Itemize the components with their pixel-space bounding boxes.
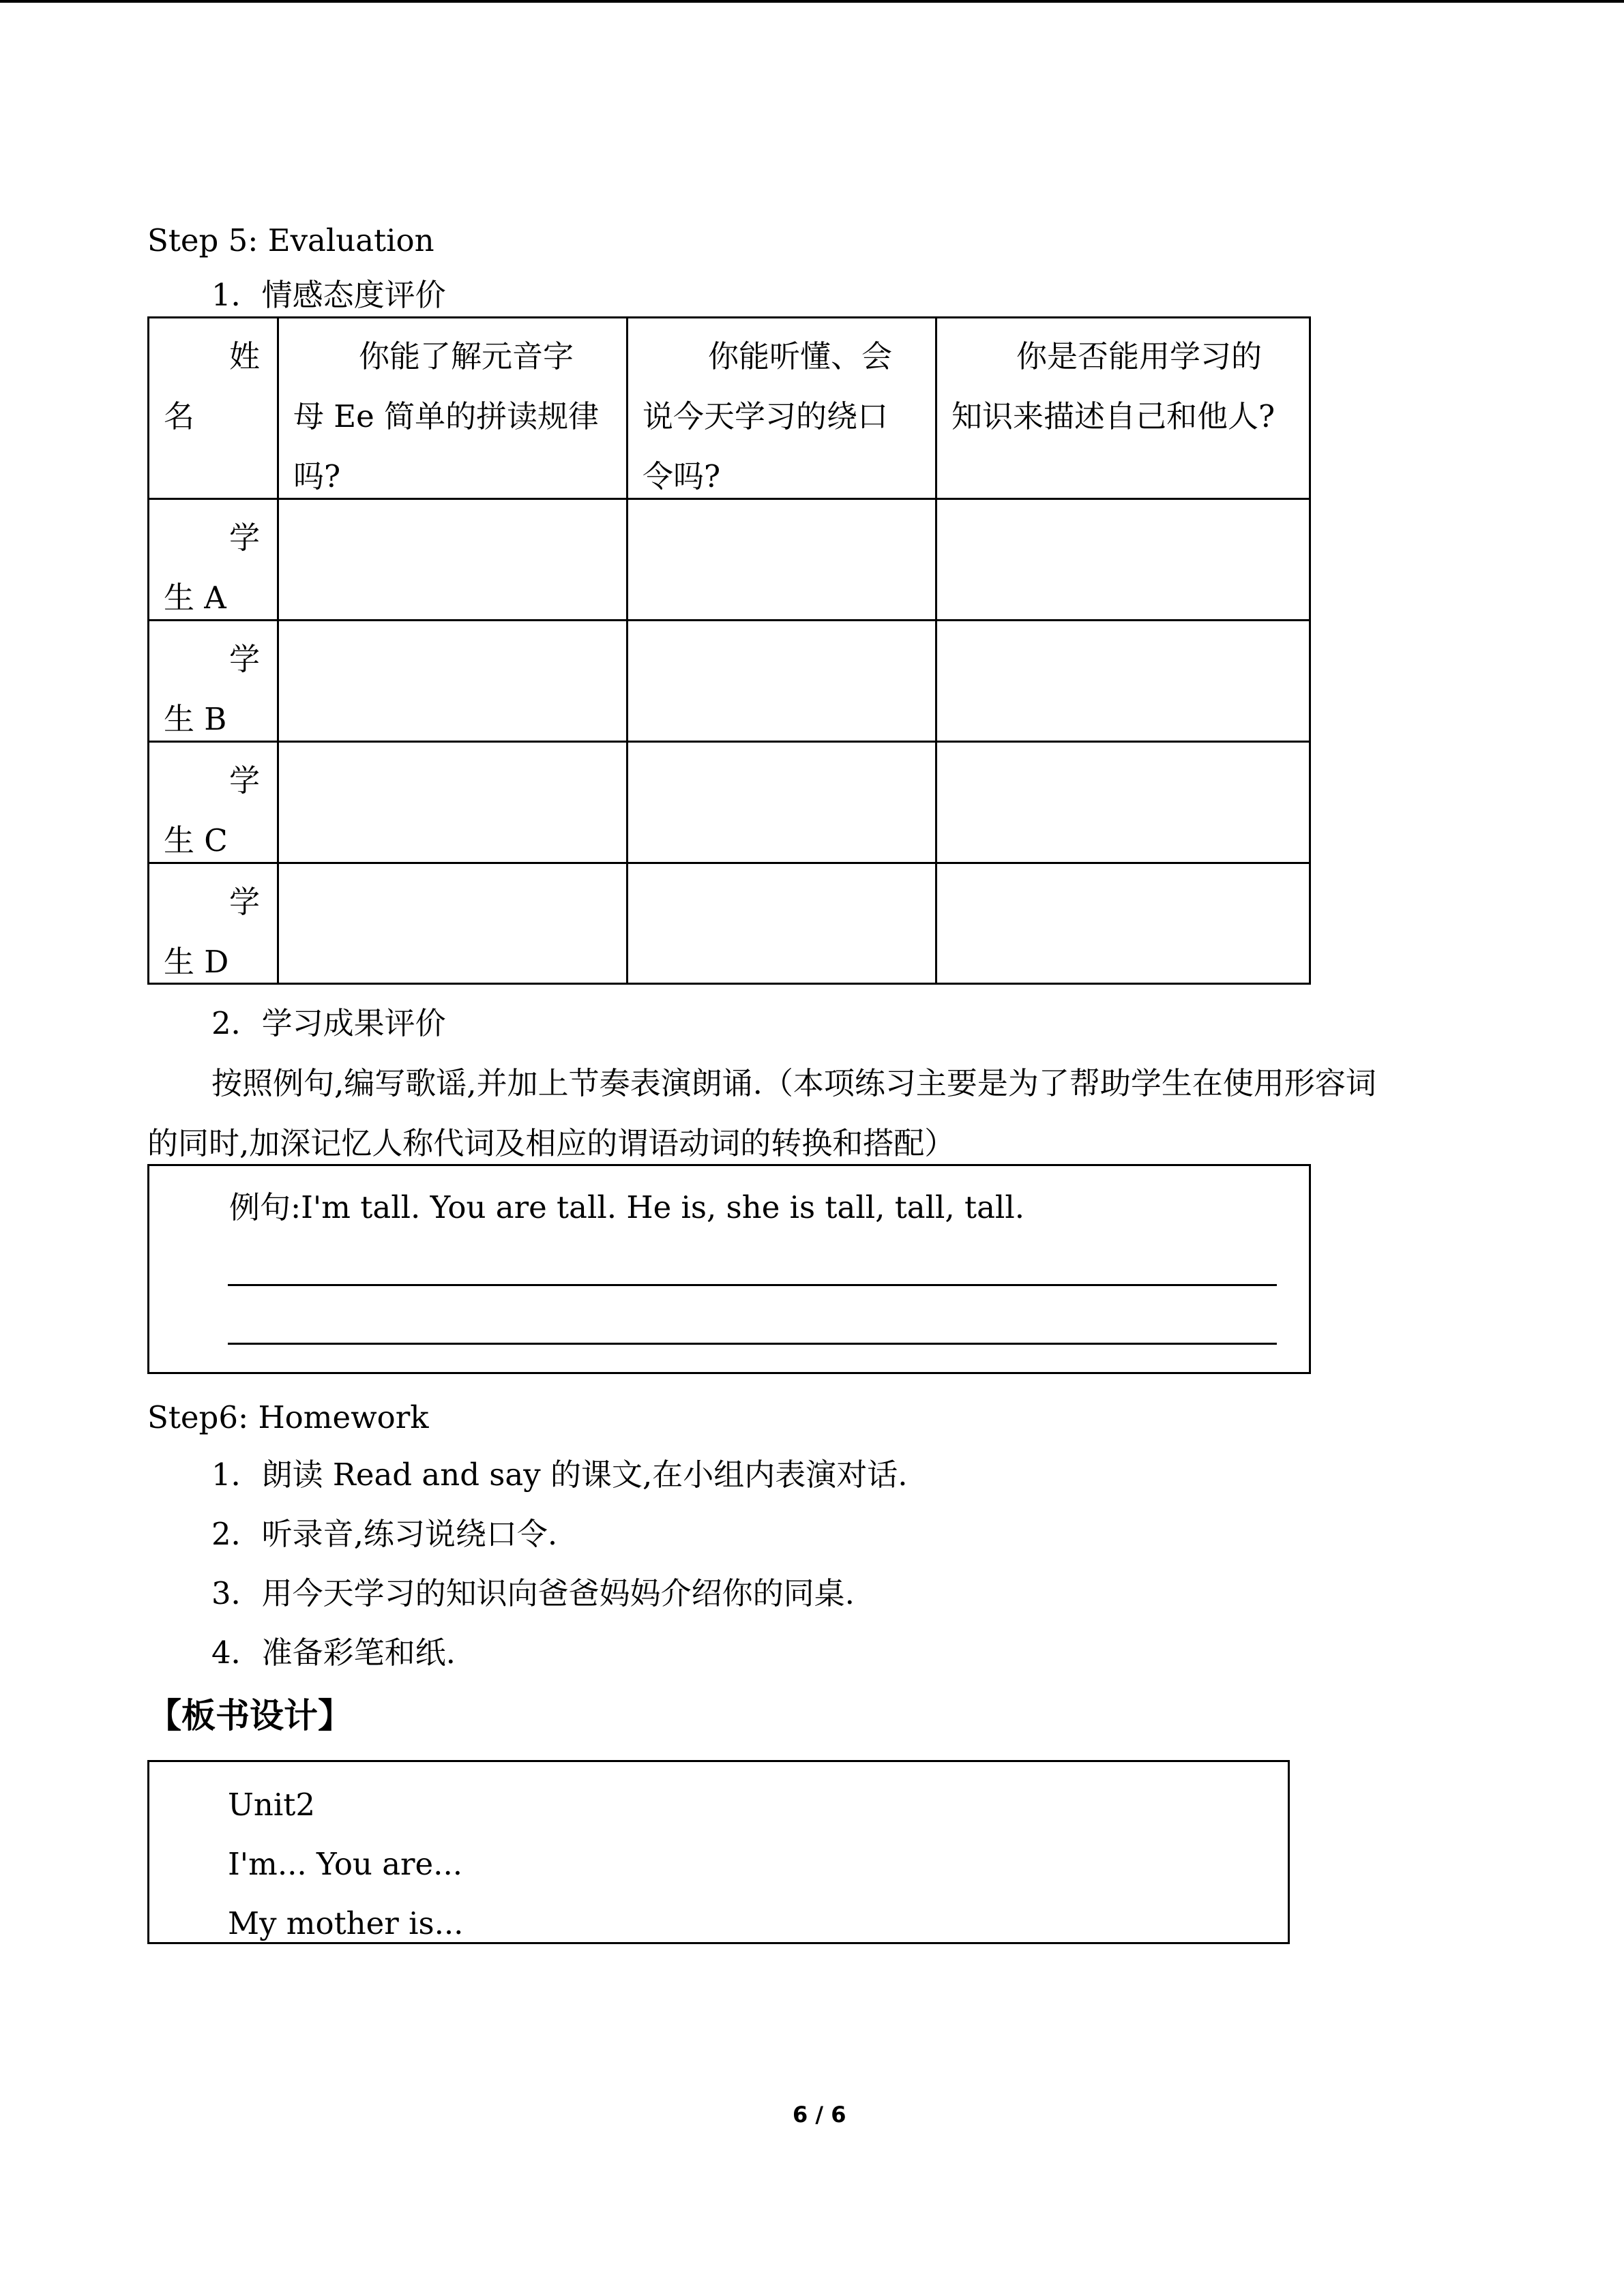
homework-item: 4．准备彩笔和纸. [211, 1635, 456, 1671]
example-sentence: 例句:I'm tall. You are tall. He is, she is tall, tall, tall. [229, 1189, 1025, 1225]
student-d-line1: 学 [229, 884, 261, 920]
student-b-line1: 学 [229, 641, 261, 677]
table-rule [147, 498, 1311, 500]
header-q1-line3: 吗? [293, 458, 341, 494]
header-q2-line2: 说今天学习的绕口 [643, 398, 889, 434]
header-name-line2: 名 [164, 398, 195, 434]
table-rule [147, 316, 149, 985]
student-a-line1: 学 [229, 520, 261, 556]
header-q3-line1: 你是否能用学习的 [1016, 338, 1263, 374]
board-line-pattern: I'm... You are... [228, 1846, 463, 1882]
table-rule [147, 983, 1311, 985]
homework-item: 2．听录音,练习说绕口令. [211, 1516, 558, 1552]
header-q1-line1: 你能了解元音字 [359, 338, 574, 374]
page-top-border [0, 0, 1624, 3]
step5-title: Step 5: Evaluation [147, 222, 434, 258]
table-rule [147, 741, 1311, 743]
table-rule [147, 619, 1311, 621]
table-rule [626, 316, 628, 985]
table-rule [277, 316, 279, 985]
header-q2-line1: 你能听懂、会 [708, 338, 893, 374]
header-q1-line2: 母 Ee 简单的拼读规律 [293, 398, 600, 434]
homework-item: 1．朗读 Read and say 的课文,在小组内表演对话. [211, 1457, 908, 1493]
student-c-line1: 学 [229, 762, 261, 799]
learning-outcome-subtitle: 2．学习成果评价 [211, 1005, 446, 1041]
header-name-line1: 姓 [229, 338, 261, 374]
student-b-line2: 生 B [164, 701, 227, 737]
table-rule [147, 316, 1311, 318]
table-rule [1309, 316, 1311, 985]
board-design-heading: 【板书设计】 [147, 1696, 352, 1735]
board-line-unit: Unit2 [228, 1787, 316, 1823]
page-number: 6 / 6 [793, 2102, 846, 2128]
instruction-line1: 按照例句,编写歌谣,并加上节奏表演朗诵.（本项练习主要是为了帮助学生在使用形容词 [211, 1065, 1376, 1101]
student-d-line2: 生 D [164, 944, 229, 980]
table-rule [935, 316, 937, 985]
board-line-mother: My mother is... [228, 1905, 464, 1941]
student-a-line2: 生 A [164, 580, 226, 616]
instruction-line2: 的同时,加深记忆人称代词及相应的谓语动词的转换和搭配） [147, 1125, 956, 1161]
affective-evaluation-subtitle: 1．情感态度评价 [211, 277, 446, 313]
step6-title: Step6: Homework [147, 1399, 429, 1435]
writing-line[interactable] [228, 1284, 1277, 1286]
table-rule [147, 862, 1311, 864]
writing-line[interactable] [228, 1343, 1277, 1345]
homework-item: 3．用今天学习的知识向爸爸妈妈介绍你的同桌. [211, 1575, 855, 1611]
header-q2-line3: 令吗? [643, 458, 721, 494]
header-q3-line2: 知识来描述自己和他人? [951, 398, 1275, 434]
student-c-line2: 生 C [164, 822, 228, 859]
